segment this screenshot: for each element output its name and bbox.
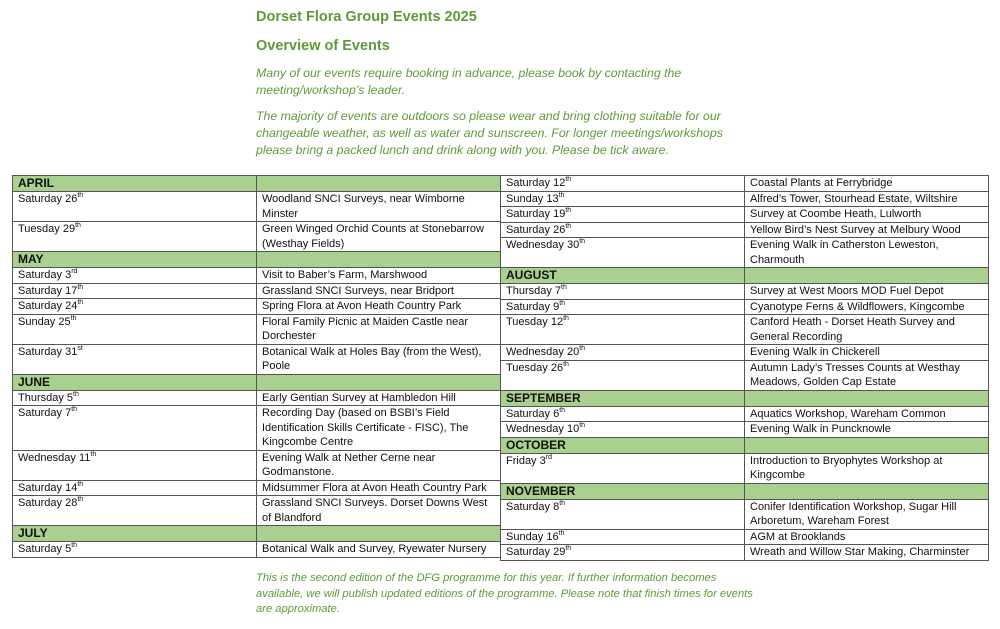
- event-date: Wednesday 10: [506, 423, 580, 435]
- event-description: Canford Heath - Dorset Heath Survey and General Recording: [745, 315, 989, 345]
- event-description: Introduction to Bryophytes Workshop at Kingcombe: [745, 453, 989, 483]
- event-row: [501, 529, 989, 545]
- ordinal-suffix: rd: [545, 453, 552, 461]
- ordinal-suffix: th: [71, 406, 78, 413]
- event-date-cell: [501, 406, 745, 422]
- event-description: Recording Day (based on BSBI’s Field Identification Skills Certificate - FISC), The Kingcombe Centre: [257, 406, 501, 451]
- event-description: Botanical Walk and Survey, Ryewater Nursery: [257, 542, 501, 558]
- month-header-filler: [745, 437, 989, 453]
- event-description: Coastal Plants at Ferrybridge: [745, 176, 989, 192]
- event-description: Wreath and Willow Star Making, Charminster: [745, 545, 989, 561]
- event-date-cell: [501, 315, 745, 345]
- ordinal-suffix: th: [559, 299, 566, 307]
- event-description: Evening Walk at Nether Cerne near Godmanstone.: [257, 450, 501, 480]
- event-date: Friday 3: [506, 454, 546, 467]
- event-description: Woodland SNCI Surveys, near Wimborne Minster: [257, 192, 501, 222]
- event-date-cell: [501, 238, 745, 268]
- event-row: [501, 315, 989, 345]
- event-date-cell: [501, 529, 745, 545]
- event-date: Saturday 29: [506, 546, 566, 558]
- events-table-left: [12, 175, 501, 558]
- ordinal-suffix: th: [579, 238, 586, 245]
- event-description: AGM at Brooklands: [745, 529, 989, 545]
- section-subtitle: Overview of Events: [256, 38, 390, 54]
- ordinal-suffix: th: [77, 299, 84, 306]
- event-date: Tuesday 26: [506, 361, 564, 374]
- event-row: [501, 222, 989, 238]
- event-date: Tuesday 29: [18, 223, 76, 235]
- month-label: APRIL: [13, 176, 257, 192]
- month-header-filler: [257, 176, 501, 192]
- event-date-cell: [13, 222, 257, 252]
- ordinal-suffix: st: [77, 344, 83, 352]
- event-date-cell: [13, 299, 257, 315]
- ordinal-suffix: th: [73, 390, 79, 398]
- event-date: Wednesday 30: [506, 239, 580, 251]
- event-row: [501, 499, 989, 529]
- event-date: Tuesday 12: [506, 316, 564, 328]
- event-date: Thursday 7: [506, 285, 562, 297]
- ordinal-suffix: th: [558, 191, 565, 199]
- event-date-cell: [13, 450, 257, 480]
- event-date-cell: [501, 299, 745, 315]
- event-date: Saturday 6: [506, 407, 560, 420]
- event-description: Floral Family Picnic at Maiden Castle near Dorchester: [257, 314, 501, 344]
- event-row: [13, 480, 501, 496]
- event-description: Survey at Coombe Heath, Lulworth: [745, 207, 989, 223]
- event-date-cell: [13, 192, 257, 222]
- month-label: SEPTEMBER: [501, 390, 745, 406]
- event-date-cell: [13, 268, 257, 284]
- ordinal-suffix: th: [579, 345, 586, 352]
- event-description: Survey at West Moors MOD Fuel Depot: [745, 284, 989, 300]
- event-row: [501, 422, 989, 438]
- event-row: [501, 176, 989, 192]
- event-description: Visit to Baber’s Farm, Marshwood: [257, 268, 501, 284]
- event-date-cell: [13, 314, 257, 344]
- month-header-row: [501, 268, 989, 284]
- event-date: Wednesday 20: [506, 346, 580, 358]
- event-date: Saturday 7: [18, 407, 72, 419]
- event-row: [501, 345, 989, 361]
- event-date: Saturday 19: [506, 208, 566, 220]
- event-description: Evening Walk in Chickerell: [745, 345, 989, 361]
- event-description: Aquatics Workshop, Wareham Common: [745, 406, 989, 422]
- event-date-cell: [13, 390, 257, 406]
- ordinal-suffix: th: [77, 496, 84, 503]
- ordinal-suffix: th: [77, 192, 84, 199]
- ordinal-suffix: th: [559, 499, 566, 507]
- event-description: Cyanotype Ferns & Wildflowers, Kingcombe: [745, 299, 989, 315]
- event-date: Saturday 17: [18, 284, 78, 297]
- month-label: AUGUST: [501, 268, 745, 284]
- event-date-cell: [13, 542, 257, 558]
- event-date: Saturday 14: [18, 481, 78, 494]
- event-date-cell: [13, 344, 257, 374]
- month-header-filler: [257, 252, 501, 268]
- event-row: [13, 314, 501, 344]
- event-description: Spring Flora at Avon Heath Country Park: [257, 299, 501, 315]
- event-date: Saturday 28: [18, 497, 78, 509]
- month-label: NOVEMBER: [501, 483, 745, 499]
- event-date-cell: [501, 545, 745, 561]
- ordinal-suffix: th: [565, 176, 572, 183]
- event-description: Evening Walk in Puncknowle: [745, 422, 989, 438]
- ordinal-suffix: th: [558, 529, 565, 537]
- event-row: [13, 390, 501, 406]
- event-row: [501, 545, 989, 561]
- month-header-filler: [745, 390, 989, 406]
- booking-note: Many of our events require booking in advance, please book by contacting the meeting/workshop’s leader.: [256, 66, 682, 97]
- event-row: [13, 450, 501, 480]
- month-header-filler: [745, 483, 989, 499]
- event-date: Saturday 24: [18, 300, 78, 312]
- ordinal-suffix: th: [563, 360, 569, 368]
- ordinal-suffix: th: [77, 283, 84, 291]
- event-date-cell: [501, 499, 745, 529]
- month-header-row: [13, 252, 501, 268]
- event-description: Yellow Bird’s Nest Survey at Melbury Wood: [745, 222, 989, 238]
- ordinal-suffix: rd: [71, 268, 78, 275]
- month-header-row: [13, 526, 501, 542]
- event-row: [501, 299, 989, 315]
- event-row: [13, 496, 501, 526]
- month-header-row: [13, 176, 501, 192]
- event-date-cell: [501, 207, 745, 223]
- event-row: [13, 222, 501, 252]
- event-date: Saturday 9: [506, 300, 560, 313]
- events-table-right: [500, 175, 989, 561]
- event-row: [501, 453, 989, 483]
- month-header-row: [501, 483, 989, 499]
- ordinal-suffix: th: [71, 542, 78, 549]
- event-date: Sunday 25: [18, 315, 71, 328]
- event-date: Thursday 5: [18, 391, 74, 404]
- month-header-row: [13, 374, 501, 390]
- ordinal-suffix: th: [565, 222, 572, 230]
- event-date-cell: [501, 191, 745, 207]
- event-date: Saturday 12: [506, 177, 566, 189]
- event-row: [13, 344, 501, 374]
- ordinal-suffix: th: [563, 315, 569, 322]
- event-description: Grassland SNCI Surveys, near Bridport: [257, 283, 501, 299]
- event-date-cell: [501, 345, 745, 361]
- event-description: Autumn Lady’s Tresses Counts at Westhay Meadows, Golden Cap Estate: [745, 360, 989, 390]
- event-date: Saturday 26: [18, 193, 78, 205]
- ordinal-suffix: th: [70, 314, 77, 322]
- ordinal-suffix: th: [561, 284, 567, 291]
- month-header-row: [501, 390, 989, 406]
- event-date: Saturday 8: [506, 500, 560, 513]
- month-header-filler: [745, 268, 989, 284]
- event-description: Early Gentian Survey at Hambledon Hill: [257, 390, 501, 406]
- document-title: Dorset Flora Group Events 2025: [256, 9, 477, 25]
- event-description: Grassland SNCI Surveys. Dorset Downs West of Blandford: [257, 496, 501, 526]
- event-date: Saturday 31: [18, 345, 78, 358]
- event-date: Saturday 3: [18, 269, 72, 281]
- event-date-cell: [501, 453, 745, 483]
- event-date: Sunday 16: [506, 530, 559, 543]
- month-label: JUNE: [13, 374, 257, 390]
- event-date: Wednesday 11: [18, 451, 91, 464]
- ordinal-suffix: th: [77, 480, 84, 488]
- month-label: OCTOBER: [501, 437, 745, 453]
- ordinal-suffix: th: [565, 207, 572, 214]
- ordinal-suffix: th: [90, 450, 97, 458]
- event-description: Evening Walk in Catherston Leweston, Charmouth: [745, 238, 989, 268]
- month-label: JULY: [13, 526, 257, 542]
- event-description: Midsummer Flora at Avon Heath Country Park: [257, 480, 501, 496]
- edition-footnote: This is the second edition of the DFG programme for this year. If further information becomes available, we will publish updated editions of the programme. Please note that finish times for events are approximate.: [256, 572, 753, 615]
- event-date: Sunday 13: [506, 192, 559, 205]
- event-row: [501, 238, 989, 268]
- event-date-cell: [13, 406, 257, 451]
- event-row: [13, 268, 501, 284]
- event-date-cell: [501, 176, 745, 192]
- event-description: Alfred’s Tower, Stourhead Estate, Wiltshire: [745, 191, 989, 207]
- month-label: MAY: [13, 252, 257, 268]
- month-header-row: [501, 437, 989, 453]
- event-description: Botanical Walk at Holes Bay (from the West), Poole: [257, 344, 501, 374]
- event-row: [501, 284, 989, 300]
- event-date: Saturday 26: [506, 223, 566, 236]
- event-row: [13, 542, 501, 558]
- event-row: [13, 192, 501, 222]
- month-header-filler: [257, 374, 501, 390]
- event-row: [501, 207, 989, 223]
- month-header-filler: [257, 526, 501, 542]
- event-date-cell: [501, 422, 745, 438]
- event-row: [501, 406, 989, 422]
- event-date-cell: [13, 496, 257, 526]
- clothing-note: The majority of events are outdoors so please wear and bring clothing suitable for our changeable weather, as well as water and sunscreen. For longer meetings/workshops please bring a packed lunch and drink along with you. Please be tick aware.: [256, 109, 723, 157]
- ordinal-suffix: th: [559, 406, 566, 414]
- event-date-cell: [501, 360, 745, 390]
- ordinal-suffix: th: [579, 422, 586, 429]
- event-row: [13, 406, 501, 451]
- event-row: [501, 360, 989, 390]
- event-row: [13, 299, 501, 315]
- ordinal-suffix: th: [565, 545, 572, 552]
- event-description: Green Winged Orchid Counts at Stonebarrow (Westhay Fields): [257, 222, 501, 252]
- event-date: Saturday 5: [18, 543, 72, 555]
- event-row: [501, 191, 989, 207]
- ordinal-suffix: th: [75, 222, 81, 229]
- event-row: [13, 283, 501, 299]
- event-date-cell: [13, 283, 257, 299]
- event-date-cell: [501, 284, 745, 300]
- event-description: Conifer Identification Workshop, Sugar Hill Arboretum, Wareham Forest: [745, 499, 989, 529]
- event-date-cell: [13, 480, 257, 496]
- event-date-cell: [501, 222, 745, 238]
